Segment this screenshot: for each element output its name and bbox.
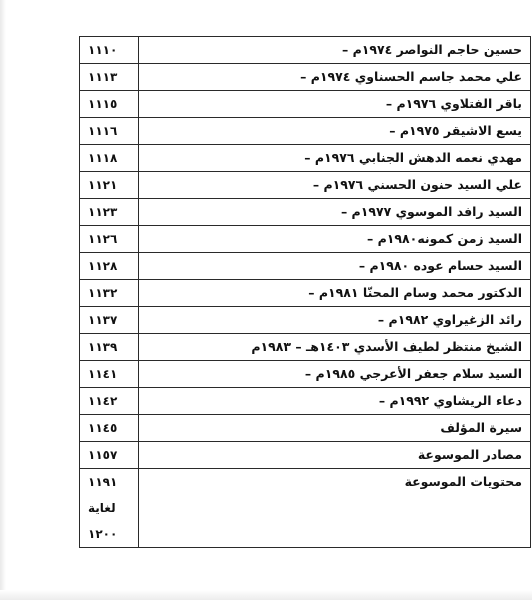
toc-entry-page: ١١٤٥ xyxy=(80,415,139,442)
toc-row xyxy=(80,64,531,91)
toc-entry-page: ١١٢١ xyxy=(80,172,139,199)
toc-entry-title: السيد حسام عوده ١٩٨٠م – xyxy=(139,253,531,280)
toc-row xyxy=(80,118,531,145)
toc-body xyxy=(80,37,531,548)
toc-entry-page: ١١٢٨ xyxy=(80,253,139,280)
toc-entry-title: علي السيد حنون الحسني ١٩٧٦م – xyxy=(139,172,531,199)
toc-entry-page: ١١٤٢ xyxy=(80,388,139,415)
toc-entry-title: مهدي نعمه الدهش الجنابي ١٩٧٦م – xyxy=(139,145,531,172)
toc-entry-title: مصادر الموسوعة xyxy=(139,442,531,469)
toc-entry-title: دعاء الريشاوي ١٩٩٢م – xyxy=(139,388,531,415)
toc-row xyxy=(80,334,531,361)
toc-entry-page: ١١١٨ xyxy=(80,145,139,172)
page-range-start: ١١٩١ xyxy=(88,475,118,489)
toc-entry-title: السيد زمن كمونه١٩٨٠م – xyxy=(139,226,531,253)
toc-row-contents xyxy=(80,469,531,548)
toc-entry-title: علي محمد جاسم الحسناوي ١٩٧٤م – xyxy=(139,64,531,91)
toc-row xyxy=(80,226,531,253)
toc-entry-page: ١١٣٢ xyxy=(80,280,139,307)
toc-row xyxy=(80,388,531,415)
page-edge-shadow xyxy=(0,0,6,600)
toc-entry-page: ١١٥٧ xyxy=(80,442,139,469)
toc-entry-page: ١١١٠ xyxy=(80,37,139,64)
toc-entry-page: ١١١٣ xyxy=(80,64,139,91)
toc-row xyxy=(80,253,531,280)
toc-entry-title: حسين حاجم النواصر ١٩٧٤م – xyxy=(139,37,531,64)
toc-entry-page: ١١٤١ xyxy=(80,361,139,388)
toc-entry-title: باقر الفتلاوي ١٩٧٦م – xyxy=(139,91,531,118)
toc-row xyxy=(80,172,531,199)
toc-entry-page: ١١٣٩ xyxy=(80,334,139,361)
toc-row xyxy=(80,307,531,334)
toc-entry-title: السيد سلام جعفر الأعرجي ١٩٨٥م – xyxy=(139,361,531,388)
toc-row xyxy=(80,361,531,388)
table-of-contents xyxy=(79,36,531,548)
toc-row xyxy=(80,442,531,469)
toc-row xyxy=(80,280,531,307)
toc-row xyxy=(80,91,531,118)
toc-entry-title: الدكتور محمد وسام المحنّا ١٩٨١م – xyxy=(139,280,531,307)
toc-entry-title: الشيخ منتظر لطيف الأسدي ١٤٠٣هـ – ١٩٨٣م xyxy=(139,334,531,361)
toc-entry-title: يسع الاشيقر ١٩٧٥م – xyxy=(139,118,531,145)
toc-row xyxy=(80,145,531,172)
toc-row xyxy=(80,37,531,64)
toc-row xyxy=(80,199,531,226)
toc-entry-page-range xyxy=(80,469,139,548)
page-range-end: ١٢٠٠ xyxy=(88,527,118,541)
toc-entry-title: السيد رافد الموسوي ١٩٧٧م – xyxy=(139,199,531,226)
toc-entry-title: محتويات الموسوعة xyxy=(139,469,531,548)
toc-entry-title: رائد الزغيراوي ١٩٨٢م – xyxy=(139,307,531,334)
page-bottom-shadow xyxy=(0,590,532,600)
page-range-to: لغاية xyxy=(88,501,116,515)
toc-entry-page: ١١١٦ xyxy=(80,118,139,145)
toc-entry-page: ١١٣٧ xyxy=(80,307,139,334)
toc-entry-page: ١١٢٣ xyxy=(80,199,139,226)
toc-entry-title: سيرة المؤلف xyxy=(139,415,531,442)
toc-row xyxy=(80,415,531,442)
toc-entry-page: ١١١٥ xyxy=(80,91,139,118)
toc-entry-page: ١١٢٦ xyxy=(80,226,139,253)
